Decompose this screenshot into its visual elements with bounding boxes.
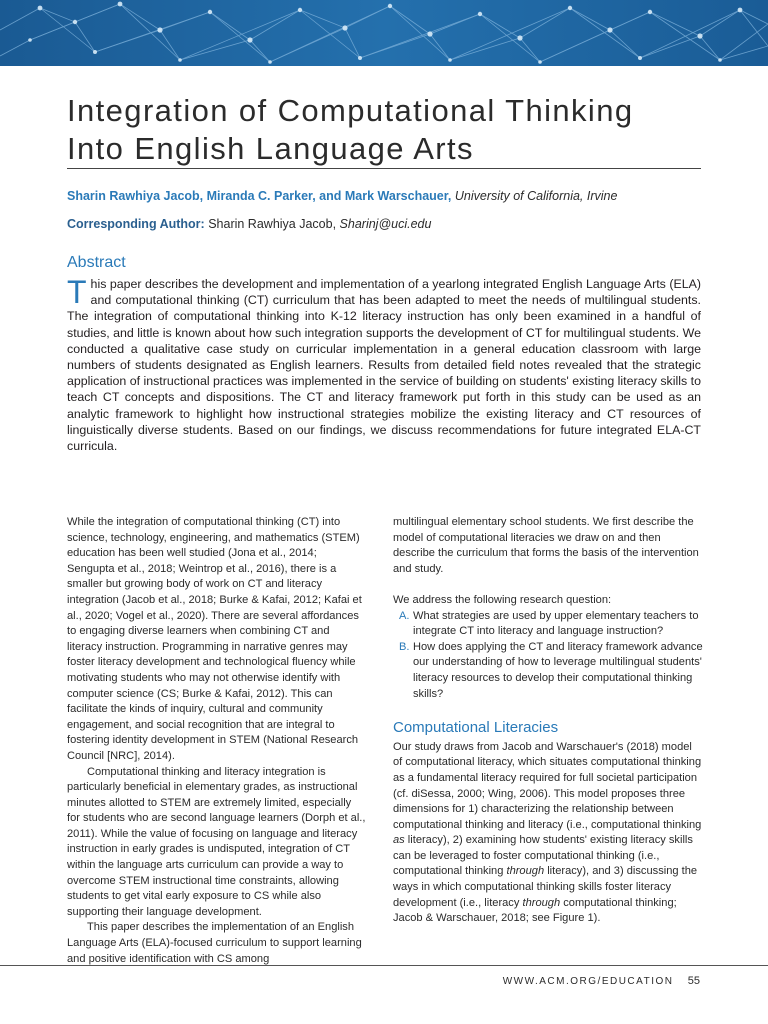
research-question-intro: We address the following research question: <box>393 593 612 606</box>
section-text-b: literacy), 2) examining how students' existing literacy skills can be leveraged to foster computational thinking (i.e., computational thinking <box>393 834 693 878</box>
header-banner <box>0 0 768 66</box>
page-footer <box>503 975 700 987</box>
corresponding-author-line <box>67 217 431 231</box>
page-number: 55 <box>687 975 700 987</box>
author-line <box>67 189 617 203</box>
emphasis-through-2: through <box>522 896 561 909</box>
left-paragraph-1: While the integration of computational thinking (CT) into science, technology, engineering, and mathematics (STEM) education has been well studied (Jona et al., 2014; Sengupta et al., 2018; Weintrop et al., 2016), there is a smaller but growing body of work on CT and literacy integration (Jacob et al., 2018; Burke & Kafai, 2012; Kafai et al., 2020; Vogel et al., 2020). There are several affordances to engaging diverse learners when combining CT and literacy instruction. Programming in narrative genres may foster literacy development and technological fluency while motivating students who may not otherwise identify with computer science (CS; Burke & Kafai, 2012). This can facilitate the kinds of inquiry, cultural and community engagement, and social recognition that are integral to fostering identity development in STEM (National Research Council [NRC], 2014). <box>67 516 362 762</box>
corresponding-author-email: Sharinj@uci.edu <box>339 217 432 231</box>
right-column <box>393 515 703 927</box>
abstract-text: his paper describes the development and implementation of a yearlong integrated English Language Arts (ELA) and computational thinking (CT) curriculum that has been adapted to meet the needs of multilingual students. The integration of computational thinking into K-12 literacy instruction has only been examined in a handful of studies, and little is known about how such integration supports the development of CT for multilingual students. We conducted a qualitative case study on curricular implementation in a general education classroom with large numbers of students designated as English learners. Results from detailed field notes revealed that the strategic application of instructional practices was implemented in the service of building on students' existing literacy skills to teach CT concepts and dispositions. The CT and literacy framework put forth in this study can be used as an analytic framework to highlight how instructional strategies mobilize the existing literacy and CT resources of linguistically diverse students. Based on our findings, we discuss recommendations for future integrated ELA-CT curricula. <box>67 277 701 454</box>
network-pattern-graphic <box>0 0 768 66</box>
section-text-c: literacy), and 3) discussing the ways in which computational thinking skills foster literacy development (i.e., literacy <box>393 865 698 909</box>
title-line-1: Integration of Computational Thinking <box>67 93 634 128</box>
left-column <box>67 515 367 967</box>
corresponding-author-name: Sharin Rawhiya Jacob, <box>208 217 337 231</box>
title-line-2: Into English Language Arts <box>67 131 474 166</box>
left-paragraph-2: Computational thinking and literacy integration is particularly beneficial in elementary grades, as instructional minutes allotted to STEM are extremely limited, especially for students who are second language learners (Dorph et al., 2011). While the value of focusing on language and literacy instruction in early grades is undisputed, integration of CT within the language arts curriculum can provide a way to overcome STEM instructional time constraints, allowing students to get vital early exposure to CS while also supporting their language development. <box>67 765 366 918</box>
section-paragraph <box>393 740 703 927</box>
right-paragraph-1: multilingual elementary school students. We first describe the model of computational literacies we draw on and then describe the curriculum that forms the basis of the intervention and study. <box>393 516 699 575</box>
abstract-dropcap: T <box>67 274 87 310</box>
article-title <box>67 92 707 168</box>
author-affiliation: University of California, Irvine <box>454 189 618 203</box>
footer-divider <box>0 965 768 966</box>
emphasis-as: as <box>393 834 405 847</box>
abstract-body <box>67 276 701 454</box>
research-question-a <box>393 609 703 640</box>
abstract-heading: Abstract <box>67 254 126 271</box>
footer-url: WWW.ACM.ORG/EDUCATION <box>502 976 674 987</box>
title-divider <box>67 168 701 169</box>
author-names: Sharin Rawhiya Jacob, Miranda C. Parker, and Mark Warschauer, <box>67 189 452 203</box>
question-text: What strategies are used by upper elementary teachers to integrate CT into literacy and language instruction? <box>413 609 699 638</box>
emphasis-through-1: through <box>506 865 545 878</box>
research-question-b <box>393 640 703 702</box>
question-text: How does applying the CT and literacy framework advance our understanding of how to leverage multilingual students' literacy resources to develop their computational thinking skills? <box>413 640 703 700</box>
question-letter: B. <box>399 640 410 653</box>
section-text-d: computational thinking; Jacob & Warschauer, 2018; see Figure 1). <box>393 896 677 925</box>
research-question-list <box>393 609 703 703</box>
question-letter: A. <box>399 609 410 622</box>
corresponding-author-label: Corresponding Author: <box>67 217 205 231</box>
section-text-a: Our study draws from Jacob and Warschauer's (2018) model of computational literacy, which situates computational thinking as a fundamental literacy required for full societal participation (cf. diSessa, 2000; Wing, 2006). This model proposes three dimensions for 1) characterizing the relationship between computational thinking and literacy (i.e., computational thinking <box>393 740 702 831</box>
left-paragraph-3: This paper describes the implementation of an English Language Arts (ELA)-focused curriculum to support learning and positive identification with CS among <box>67 921 362 965</box>
section-heading-computational-literacies: Computational Literacies <box>393 719 559 737</box>
